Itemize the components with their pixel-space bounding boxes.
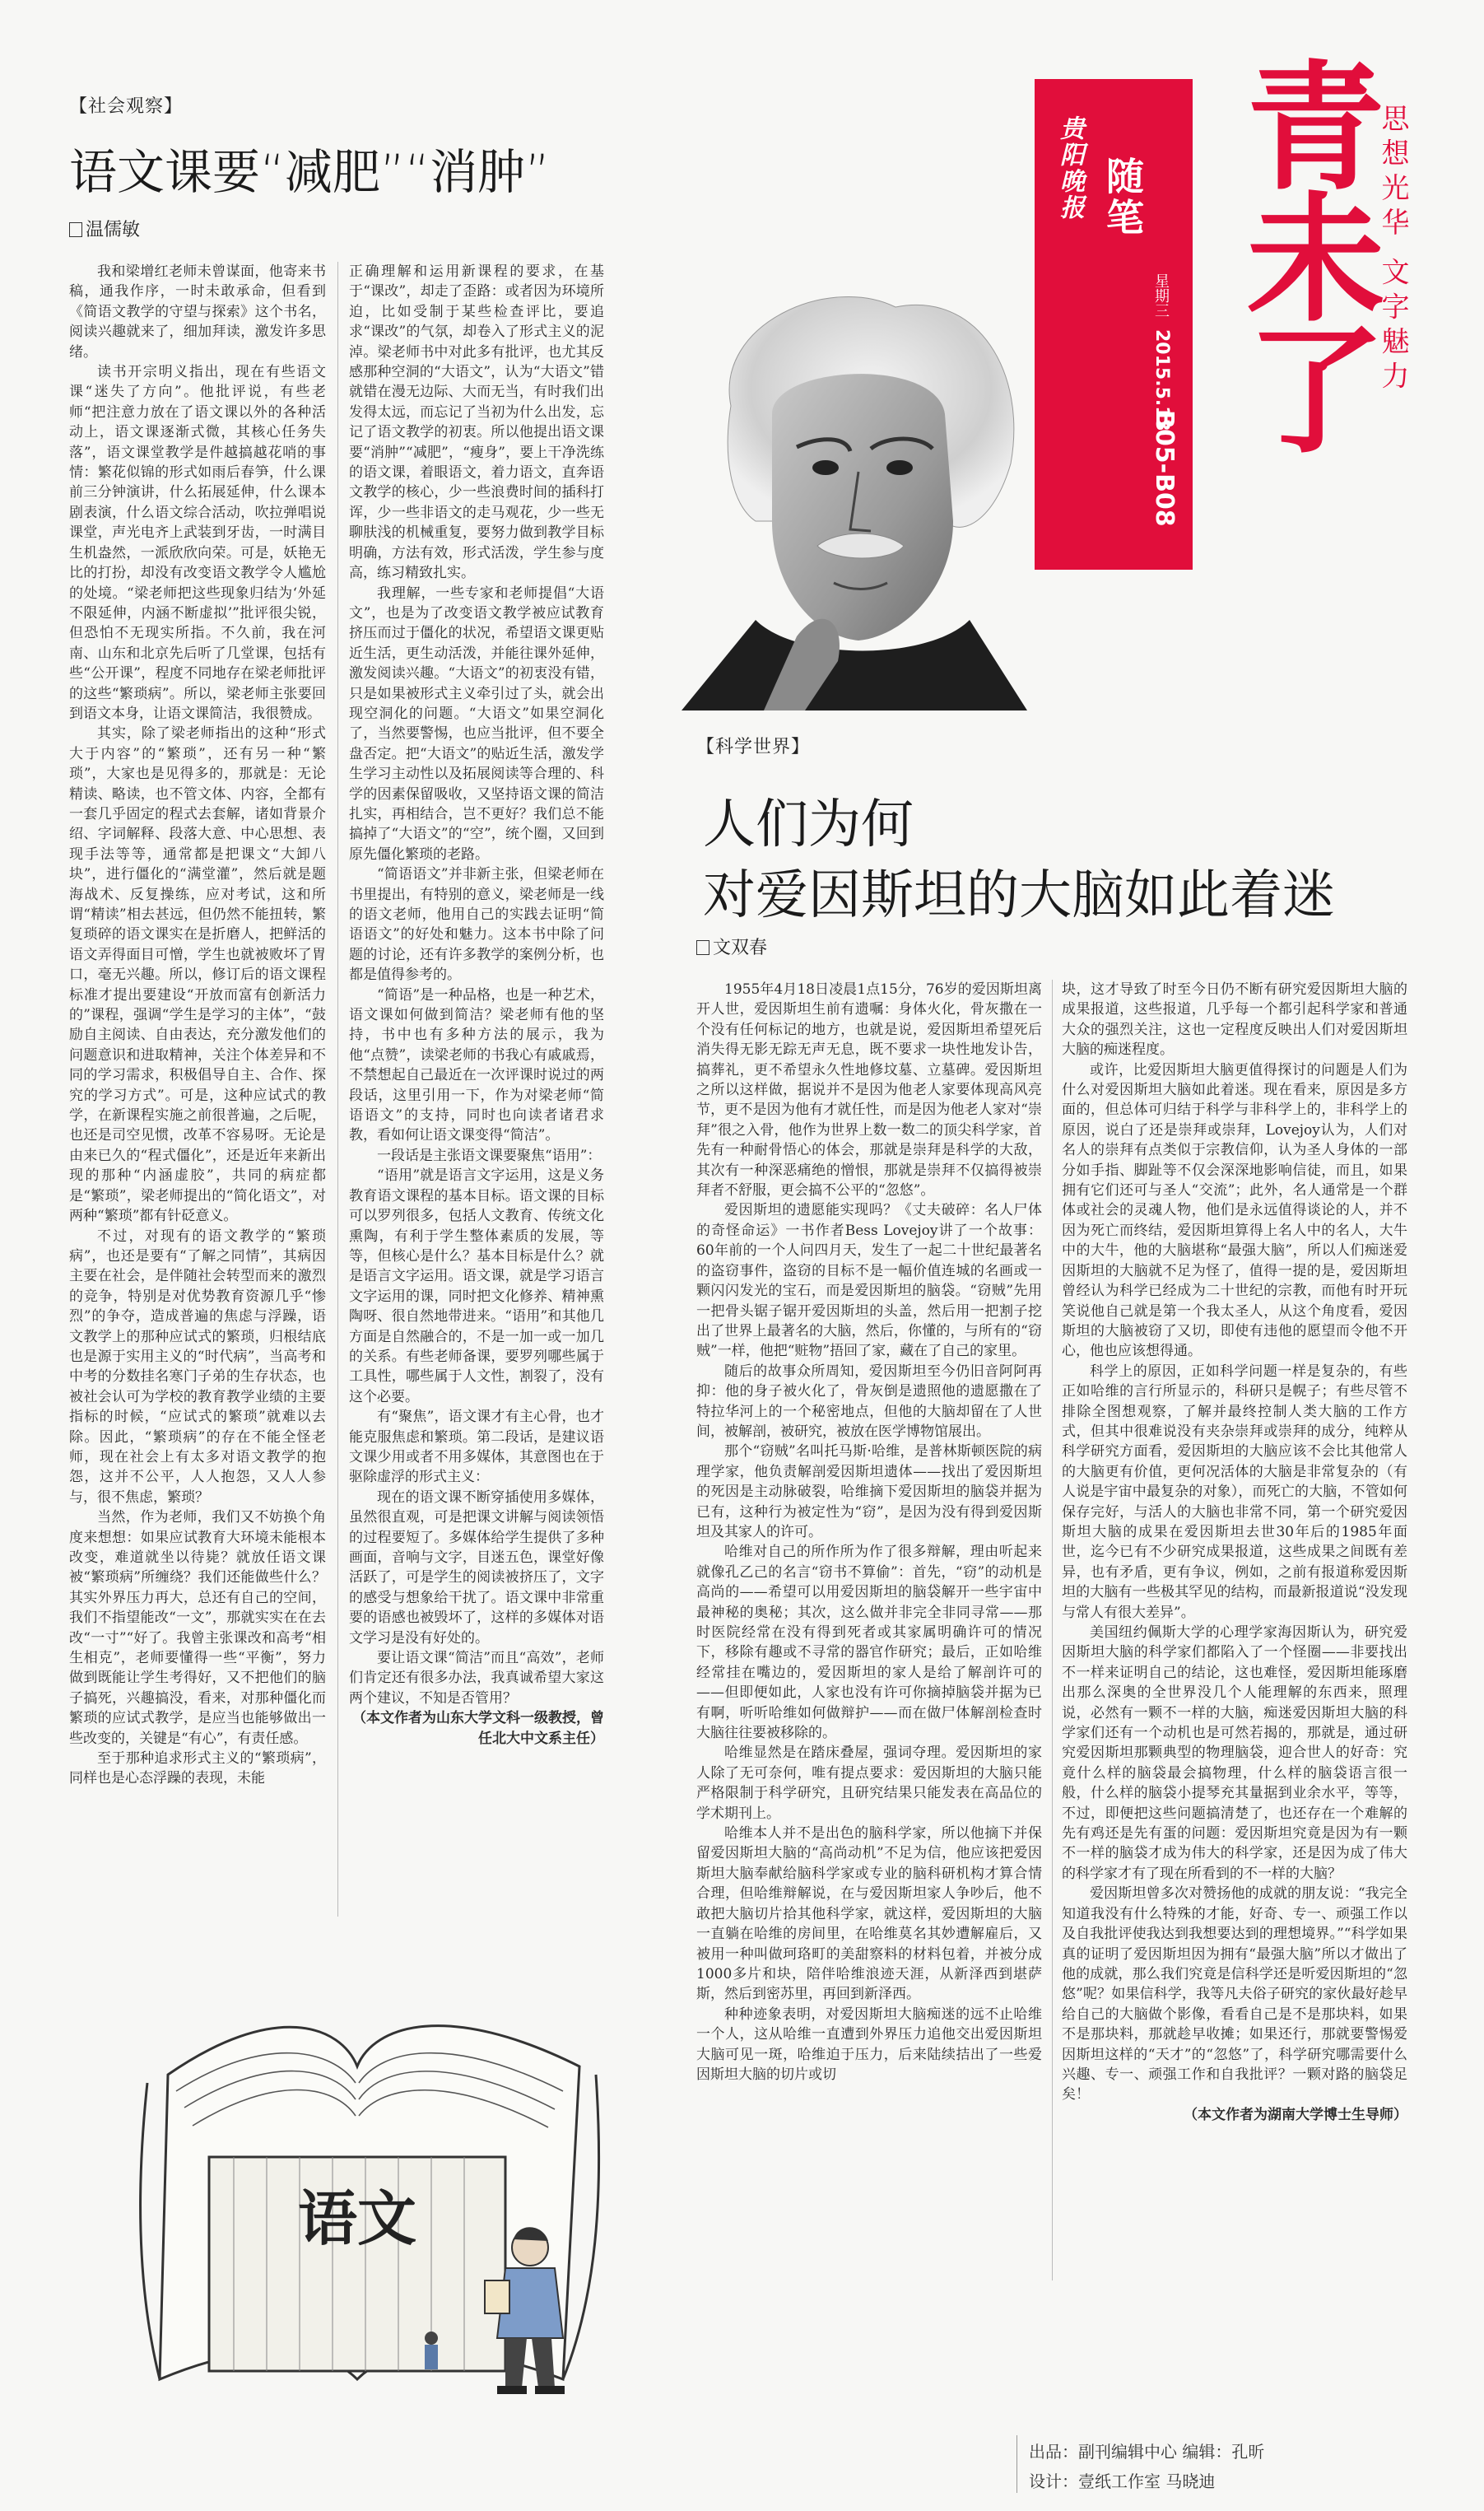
article2-column-1 xyxy=(696,980,1042,2293)
paragraph: “简语”是一种品格，也是一种艺术，语文课如何做到简洁？梁老师有他的坚持，书中也有多种方法的展示，我为他“点赞”，读梁老师的书我心有戚戚焉，不禁想起自己最近在一次评课时说过的两段话，这里引用一下，作为对梁老师“简语语文”的支持，同时也向读者诸君求教，看如何让语文课变得“简洁”。 xyxy=(349,986,604,1144)
paragraph: 哈维显然是在踏床叠屋，强词夺理。爱因斯坦的家人除了无可奈何，唯有提点要求：爱因斯坦的大脑只能严格限制于科学研究，且研究结果只能发表在高品位的学术期刊上。 xyxy=(696,1745,1042,1822)
paragraph: 其实，除了梁老师指出的这种“形式大于内容”的“繁琐”，还有另一种“繁琐”，大家也是见得多的，那就是：无论精读、略读，也不管文体、内容，全都有一套几乎固定的程式去套解，诸如背景介绍、字词解释、段落大意、中心思想、表现手法等等，通常都是把课文“大卸八块”，进行僵化的“满堂灌”，然后就是题海战术、反复操练，应对考试，这和所谓“精读”相去甚远，但仍然不能扭转，繁复琐碎的语文课实在是折磨人，把鲜活的语文弄得面目可憎，学生也就被败坏了胃口，毫无兴趣。所以，修订后的语文课程标准才提出要建设“开放而富有创新活力的”课程，强调“学生是学习的主体”，“鼓励自主阅读、自由表达，充分激发他们的问题意识和进取精神，关注个体差异和不同的学习需求，积极倡导自主、合作、探究的学习方式”。可是，这种应试式的教学，在新课程实施之前很普遍，之后呢，也还是司空见惯，改革不容易呀。无论是由来已久的“程式僵化”，还是近年来新出现的那种“内涵虚胶”，共同的病症都是“繁琐”，梁老师提出的“简化语文”，对两种“繁琐”都有针砭意义。 xyxy=(69,725,326,1225)
masthead-title: 青未了 xyxy=(1224,54,1385,450)
article1-author-name: 温儒敏 xyxy=(86,220,141,240)
author-box-icon xyxy=(696,940,709,955)
masthead-slogan: 思想光华 文字魅力 xyxy=(1376,104,1409,396)
paragraph: 正确理解和运用新课程的要求，在基于“课改”，却走了歪路：或者因为环境所迫，比如受制于某些检查评比，要追求“课改”的气氛，却卷入了形式主义的泥淖。梁老师书中对此多有批评，也尤其反感那种空洞的“大语文”，认为“大语文”错就错在漫无边际、大而无当，有时我们出发得太远，而忘记了当初为什么出发，忘记了语文教学的初衷。所以他提出语文课要“消肿”“减肥”，“瘦身”，要上干净洗练的语文课，着眼语文，着力语文，直奔语文教学的核心，少一些浪费时间的插科打诨，少一些非语文的走马观花，少一些无聊肤浅的机械重复，要努力做到教学目标明确，方法有效，形式活泼，学生参与度高，练习精致扎实。 xyxy=(349,263,604,582)
article2-column-2 xyxy=(1062,980,1407,2330)
paragraph: “语用”就是语言文字运用，这是义务教育语文课程的基本目标。语文课的目标可以罗列很多，包括人文教育、传统文化熏陶，有利于学生整体素质的发展，等等，但核心是什么？基本目标是什么？就是语言文字运用。语文课，就是学习语言文字运用的课，同时把文化修养、精神熏陶呀、很自然地带进来。“语用”和其他几方面是自然融合的，不是一加一或一加几的关系。有些老师备课，要罗列哪些属于工具性，哪些属于人文性，割裂了，没有这个必要。 xyxy=(349,1167,604,1405)
page-range: B05-B08 xyxy=(1150,410,1179,527)
paragraph: 哈维本人并不是出色的脑科学家，所以他摘下并保留爱因斯坦大脑的“高尚动机”不足为信，他应该把爱因斯坦大脑奉献给脑科学家或专业的脑科研机构才算合情合理，但哈维辩解说，在与爱因斯坦家人争吵后，他不敢把大脑切片拾其他科学家，就这样，爱因斯坦的大脑一直躺在哈维的房间里，在哈维莫名其妙遭解雇后，又被用一种叫做珂珞町的美甜察料的材料包着，并被分成1000多片和块，陪伴哈维浪迹天涯，从新泽西到堪萨斯，然后到密苏里，再回到新泽西。 xyxy=(696,1825,1042,2003)
column-divider xyxy=(337,262,338,1917)
paragraph: 一段话是主张语文课要聚焦“语用”： xyxy=(377,1147,602,1164)
paragraph: 不过，对现有的语文教学的“繁琐病”，也还是要有“了解之同情”，其病因主要在社会，是伴随社会转型而来的激烈的竞争，特别是对优势教育资源几乎“惨烈”的争夺，造成普遍的焦虑与浮躁，语文教学上的那种应试式的繁琐，归根结底也是源于实用主义的“时代病”，当高考和中考的分数挂名寒门子弟的生存状态，也被社会认可为学校的教育教学业绩的主要指标的时候，“应试式的繁琐”就难以去除。因此，“繁琐病”的存在不能全怪老师，现在社会上有太多对语文教学的抱怨，这并不公平，人人抱怨，又人人参与，很不焦虑，繁琐？ xyxy=(69,1228,326,1506)
article2-title-line2: 对爱因斯坦的大脑如此着迷 xyxy=(703,865,1335,926)
author-box-icon xyxy=(69,222,82,237)
paragraph: 有“聚焦”，语文课才有主心骨，也才能克服焦虑和繁琐。第二段话，是建议语文课少用或者不用多媒体，其意图也在于驱除虚浮的形式主义： xyxy=(349,1409,604,1486)
article2-author-name: 文双春 xyxy=(713,938,768,958)
article1-author xyxy=(69,216,140,241)
article1-title: 语文课要“减肥”“消肿” xyxy=(69,144,551,200)
paragraph: 爱因斯坦曾多次对赞扬他的成就的朋友说：“我完全知道我没有什么特殊的才能，好奇、专一、顽强工作以及自我批评使我达到我想要达到的理想境界。”“科学如果真的证明了爱因斯坦因为拥有“最强大脑”所以才做出了他的成就，那么我们究竟是信科学还是听爱因斯坦的“忽悠”呢？如果信科学，我等凡夫俗子研究的家伙最好趁早给自己的大脑做个影像，看看自己是不是那块料，如果不是那块料，那就趁早收摊；如果还行，那就要警惕爱因斯坦这样的“天才”的“忽悠”了，科学研究哪需要什么兴趣、专一、顽强工作和自我批评？一颗对路的脑袋足矣！ xyxy=(1062,1885,1407,2103)
paragraph: 我和梁增红老师未曾谋面，他寄来书稿，通我作序，一时未敢承命，但看到《简语文教学的守望与探索》这个书名，阅读兴趣就来了，细加拜读，激发许多思绪。 xyxy=(69,263,326,361)
footer-credits-line1: 出品：副刊编辑中心 编辑：孔昕 xyxy=(1029,2442,1265,2462)
paragraph: 要让语文课“简洁”而且“高效”，老师们肯定还有很多办法，我真诚希望大家这两个建议，不知是否管用？ xyxy=(349,1650,604,1707)
paragraph: 当然，作为老师，我们又不妨换个角度来想想：如果应试教育大环境未能根本改变，难道就坐以待毙？就放任语文课被“繁琐病”所缠绕？我们还能做些什么？其实外界压力再大，总还有自己的空间，我们不指望能改“一文”，那就实实在在去改“一寸”“好了。我曾主张课改和高考“相生相克”，老师要懂得一些“平衡”，努力做到既能让学生考得好，又不把他们的脑子搞死，兴趣搞没，看来，对那种僵化而繁琐的应试式教学，是应当也能够做出一些改变的，关键是“有心”，有责任感。 xyxy=(69,1509,326,1747)
paragraph: 至于那种追求形式主义的“繁琐病”，同样也是心态浮躁的表现，未能 xyxy=(69,1750,326,1787)
article2-title-line1: 人们为何 xyxy=(703,794,914,855)
paragraph: 随后的故事众所周知，爱因斯坦至今仍旧音阿阿再抑：他的身子被火化了，骨灰倒是遗照他的遗愿撒在了特拉华河上的一个秘密地点，但他的大脑却留在了人世间，被解剖，被研究，被放在医学博物馆展出。 xyxy=(696,1363,1042,1440)
paragraph: 读书开宗明义指出，现在有些语文课“迷失了方向”。他批评说，有些老师“把注意力放在了语文课以外的各种活动上，语文课逐渐式微，其核心任务失落”，语文课堂教学是件越搞越花哨的事情：繁花似锦的形式如雨后春笋，什么课前三分钟演讲，什么拓展延伸，什么课本剧表演，什么语文综合活动，吹拉弹唱说课堂，声光电齐上武装到牙齿，一时满目生机盎然，一派欣欣向荣。可是，妖艳无比的打扮，却没有改变语文教学令人尴尬的处境。“梁老师把这些现象归结为‘外延不限延伸，内涵不断虚拟’”批评很尖锐，但恐怕不无现实所指。不久前，我在河南、山东和北京先后听了几堂课，包括有些“公开课”，程度不同地存在梁老师批评的这些“繁琐病”。所以，梁老师主张要回到语文本身，让语文课简洁，我很赞成。 xyxy=(69,364,326,722)
footer-credits-line2: 设计：壹纸工作室 马晓迪 xyxy=(1029,2471,1216,2491)
article1-tag: 【社会观察】 xyxy=(69,96,184,117)
paragraph: 块，这才导致了时至今日仍不断有研究爱因斯坦大脑的成果报道，这些报道，几乎每一个都引起科学家和普通大众的强烈关注，这也一定程度反映出人们对爱因斯坦大脑的痴迷程度。 xyxy=(1062,981,1407,1059)
article1-column-2 xyxy=(349,262,604,1933)
paragraph: “简语语文”并非新主张，但梁老师在书里提出，有特别的意义，梁老师是一线的语文老师，他用自己的实践去证明“简语语文”的好处和魅力。这本书中除了问题的讨论，还有许多教学的案例分析，也都是值得参考的。 xyxy=(349,866,604,984)
paragraph: 哈维对自己的所作所为作了很多辩解，理由听起来就像孔乙己的名言“窃书不算偷”：首先，“窃”的动机是高尚的——希望可以用爱因斯坦的脑袋解开一些宇宙中最神秘的奥秘；其次，这么做并非完全非同寻常——那时医院经常在没有得到死者或其家属明确许可的情况下，移除有趣或不寻常的器官作研究；最后，正如哈维经常挂在嘴边的，爱因斯坦的家人是给了解剖许可的——但即便如此，人家也没有许可你摘掉脑袋并据为已有啊，听听哈维如何做辩护——而在做尸体解剖检查时大脑往往要被移除的。 xyxy=(696,1544,1042,1742)
weekday: 星期三 xyxy=(1152,273,1170,318)
paragraph: 爱因斯坦的遗愿能实现吗？《丈夫破碎：名人尸体的奇怪命运》一书作者Bess Lovejoy讲了一个故事：60年前的一个人问四月天，发生了一起二十世纪最著名的盗窃事件，盗窃的目标不是一幅价值连城的名画或一颗闪闪发光的宝石，而是爱因斯坦的脑袋。“窃贼”先用一把骨头锯子锯开爱因斯坦的头盖，然后用一把割子挖出了世界上最著名的大脑，然后，你懂的，与所有的“窃贼”一样，他把“赃物”捂回了家，藏在了自己的家里。 xyxy=(696,1202,1042,1360)
book-characters: 语文 xyxy=(297,2183,417,2253)
paragraph: （本文作者为山东大学文科一级教授，曾任北大中文系主任） xyxy=(352,1710,604,1747)
paragraph: 或许，比爱因斯坦大脑更值得探讨的问题是人们为什么对爱因斯坦大脑如此着迷。现在看来，原因是多方面的，但总体可归结于科学与非科学上的，非科学上的原因，说白了还是崇拜或崇拜，Lovejoy认为，人们对名人的崇拜有点类似于宗教信仰，认为圣人身体的一部分如手指、脚趾等不仅会深深地影响信徒，而且，如果拥有它们还可与圣人“交流”；此外，名人通常是一个群体或社会的灵魂人物，他们是永远值得谈论的人，并不因为死亡而终结，爱因斯坦算得上名人中的名人，大牛中的大牛，他的大脑堪称“最强大脑”，所以人们痴迷爱因斯坦的大脑就不足为怪了，值得一提的是，爱因斯坦曾经认为科学已经成为二十世纪的宗教，而他有时开玩笑说他自己就是第一个我太圣人，从这个角度看，爱因斯坦的大脑被窃了又切，即使有违他的愿望而令他不开心，他也应该想得通。 xyxy=(1062,1061,1407,1360)
paragraph: 我理解，一些专家和老师提倡“大语文”，也是为了改变语文教学被应试教育挤压而过于僵化的状况，希望语文课更贴近生活，更生动活泼，并能往课外延伸，激发阅读兴趣。“大语文”的初衷没有错，只是如果被形式主义牵引过了头，就会出现空洞化的问题。“大语文”如果空洞化了，当然要警惕，也应当批评，但不要全盘否定。把“大语文”的贴近生活，激发学生学习主动性以及拓展阅读等合理的、科学的因素保留吸收，又坚持语文课的简洁扎实，再相结合，岂不更好？我们总不能搞掉了“大语文”的“空”，统个圈，又回到原先僵化繁琐的老路。 xyxy=(349,585,604,863)
paragraph: 种种迹象表明，对爱因斯坦大脑痴迷的远不止哈维一个人，这从哈维一直遭到外界压力追他交出爱因斯坦大脑可见一斑，哈维迫于压力，后来陆续拮出了一些爱因斯坦大脑的切片或切 xyxy=(696,2006,1042,2083)
einstein-portrait xyxy=(682,274,1027,710)
paragraph: 1955年4月18日凌晨1点15分，76岁的爱因斯坦离开人世，爱因斯坦生前有遗嘱：身体火化，骨灰撒在一个没有任何标记的地方，也就是说，爱因斯坦希望死后消失得无影无踪无声无息，既不要求一块性地发讣告，搞葬礼，更不希望永久性地修坟墓、立墓碑。爱因斯坦之所以这样做，据说并不是因为他老人家要体现高风亮节，更不是因为他有才就任性，而是因为他老人家对“崇拜”很之入骨，他作为世界上数一数二的顶尖科学家，首先有一种耐骨悟心的体会，那就是崇拜是科学的大敌，其次有一种深恶痛绝的憎恨，那就是崇拜不仅搞得被崇拜者不舒服，更会搞不公平的“忽悠”。 xyxy=(696,981,1042,1200)
article2-author xyxy=(696,934,767,959)
paragraph: 科学上的原因，正如科学问题一样是复杂的，有些正如哈维的言行所显示的，科研只是幌子；有些尽管不排除全图想观察，了解并最终控制人类大脑的工作方式，但其中很难说没有夹杂崇拜或崇拜的成分，纯粹从科学研究方面看，爱因斯坦的大脑应该不会比其他常人的大脑更有价值，更何况活体的大脑是非常复杂的（有人说是宇宙中最复杂的对象），而死亡的大脑，不管如何保存完好，与活人的大脑也非常不同，第一个研究爱因斯坦大脑的成果在爱因斯坦去世30年后的1985年面世，迄今已有不少研究成果报道，这些成果之间既有差异，也有矛盾，更有争议，例如，之前有报道称爱因斯坦的大脑有一些极其罕见的结构，而最新报道说“没发现与常人有很大差异”。 xyxy=(1062,1363,1407,1621)
article1-column-1 xyxy=(69,262,326,1921)
book-illustration xyxy=(69,1951,645,2416)
article2-tag: 【科学世界】 xyxy=(696,737,811,757)
section-name: 随笔 xyxy=(1100,156,1145,239)
paragraph: 美国纽约佩斯大学的心理学家海因斯认为，研究爱因斯坦大脑的科学家们都陷入了一个怪圈——非要找出不一样来证明自己的结论，这也难怪，爱因斯坦能琢磨出那么深奥的全世界没几个人能理解的东西来，照理说，必然有一颗不一样的大脑，痴迷爱因斯坦大脑的科学家们还有一个动机也是可然若揭的，那就是，通过研究爱因斯坦那颗典型的物理脑袋，迎合世人的好奇：究竟什么样的脑袋最会搞物理，什么样的脑袋语言很一般，什么样的脑袋小提琴充其量据到业余水平，等等，不过，即便把这些问题搞清楚了，也还存在一个难解的先有鸡还是先有蛋的问题：爱因斯坦究竟是因为有一颗不一样的脑袋才成为伟大的科学家，还是因为成了伟大的科学家才有了现在所看到的不一样的大脑？ xyxy=(1062,1624,1407,1882)
paragraph: 那个“窃贼”名叫托马斯·哈维，是普林斯顿医院的病理学家，他负责解剖爱因斯坦遗体——找出了爱因斯坦的死因是主动脉破裂，哈维摘下爱因斯坦的脑袋并据为已有，这种行为被定性为“窃”，是因为没有得到爱因斯坦及其家人的许可。 xyxy=(696,1443,1042,1540)
masthead-red-block xyxy=(1035,79,1193,570)
newspaper-logo: 贵阳晚报 xyxy=(1055,115,1084,221)
paragraph: 现在的语文课不断穿插使用多媒体，虽然很直观，可是把课文讲解与阅读领悟的过程要短了。多媒体给学生提供了多种画面，音响与文字，目迷五色，课堂好像活跃了，可是学生的阅读被挤压了，文字的感受与想象给干扰了。语文课中非常重要的语感也被毁坏了，这样的多媒体对语文学习是没有好处的。 xyxy=(349,1488,604,1647)
column-divider xyxy=(1052,980,1053,2280)
issue-date: 2015.5.13 xyxy=(1151,329,1172,431)
paragraph: （本文作者为湖南大学博士生导师） xyxy=(1184,2106,1407,2123)
footer-divider xyxy=(1016,2435,1017,2493)
